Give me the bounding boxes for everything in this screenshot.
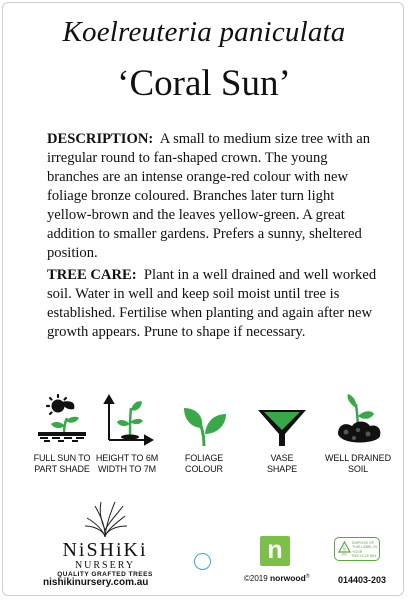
website-link[interactable]: nishikinursery.com.au: [43, 577, 149, 588]
botanical-name: Koelreuteria paniculata: [62, 16, 346, 48]
recycle-text: DISPOSE OF THIS LABEL IN YOUR RECYCLE BIN: [352, 541, 377, 558]
svg-text:5: 5: [343, 546, 346, 553]
description-heading: DESCRIPTION:: [47, 131, 154, 147]
feature-label: VASE SHAPE: [266, 453, 297, 474]
foliage-icon: [176, 394, 232, 450]
nishiki-logo: [40, 500, 170, 578]
feature-vase: [242, 394, 322, 474]
logo-name: NiSHiKi: [62, 539, 148, 561]
feature-label: HEIGHT TO 6M WIDTH TO 7M: [95, 453, 159, 474]
height-width-icon: [99, 394, 155, 450]
tree-logo-icon: [81, 500, 129, 538]
feature-soil: [318, 394, 398, 474]
feature-label: WELL DRAINED SOIL: [325, 453, 391, 474]
description-body: A small to medium size tree with an irregular round to fan-shaped crown. The young branches are an intense orange-red colour with new foliage bronze coloured. Branches later turn light yellow-brown and the leaves yellow-green. A great addition to smaller gardens. Prefers a sunny, sheltered position.: [47, 131, 371, 261]
hang-hole-circle: [194, 553, 211, 570]
logo-sub: NURSERY: [74, 560, 136, 571]
norwood-n-logo: n: [260, 536, 290, 566]
svg-text:PP: PP: [342, 553, 347, 557]
description-section: [47, 130, 377, 263]
copyright: ©2019 norwood®: [244, 573, 310, 583]
sun-shade-icon: [34, 394, 90, 450]
vase-shape-icon: [254, 394, 310, 450]
tree-care-heading: TREE CARE:: [47, 267, 137, 283]
logo-tagline: QUALITY GRAFTED TREES: [57, 571, 153, 578]
cultivar-name: ‘Coral Sun’: [117, 63, 291, 104]
footer: [0, 500, 408, 595]
feature-foliage: [164, 394, 244, 474]
feature-icons-row: [0, 394, 408, 494]
recycle-icon: [338, 541, 351, 557]
well-drained-soil-icon: [330, 394, 386, 450]
tree-care-body: Plant in a well drained and well worked soil. Water in well and keep soil moist until tree is established. Fertilise when planting and again after new growth appears. Prune to shape if necessary.: [47, 267, 377, 340]
product-code: 014403-203: [338, 575, 387, 585]
feature-label: FULL SUN TO PART SHADE: [33, 453, 91, 474]
recycle-badge: [334, 537, 380, 561]
norwood-brand: norwood: [269, 573, 306, 583]
feature-size: [87, 394, 167, 474]
feature-label: FOLIAGE COLOUR: [184, 453, 224, 474]
tree-care-section: [47, 266, 377, 342]
